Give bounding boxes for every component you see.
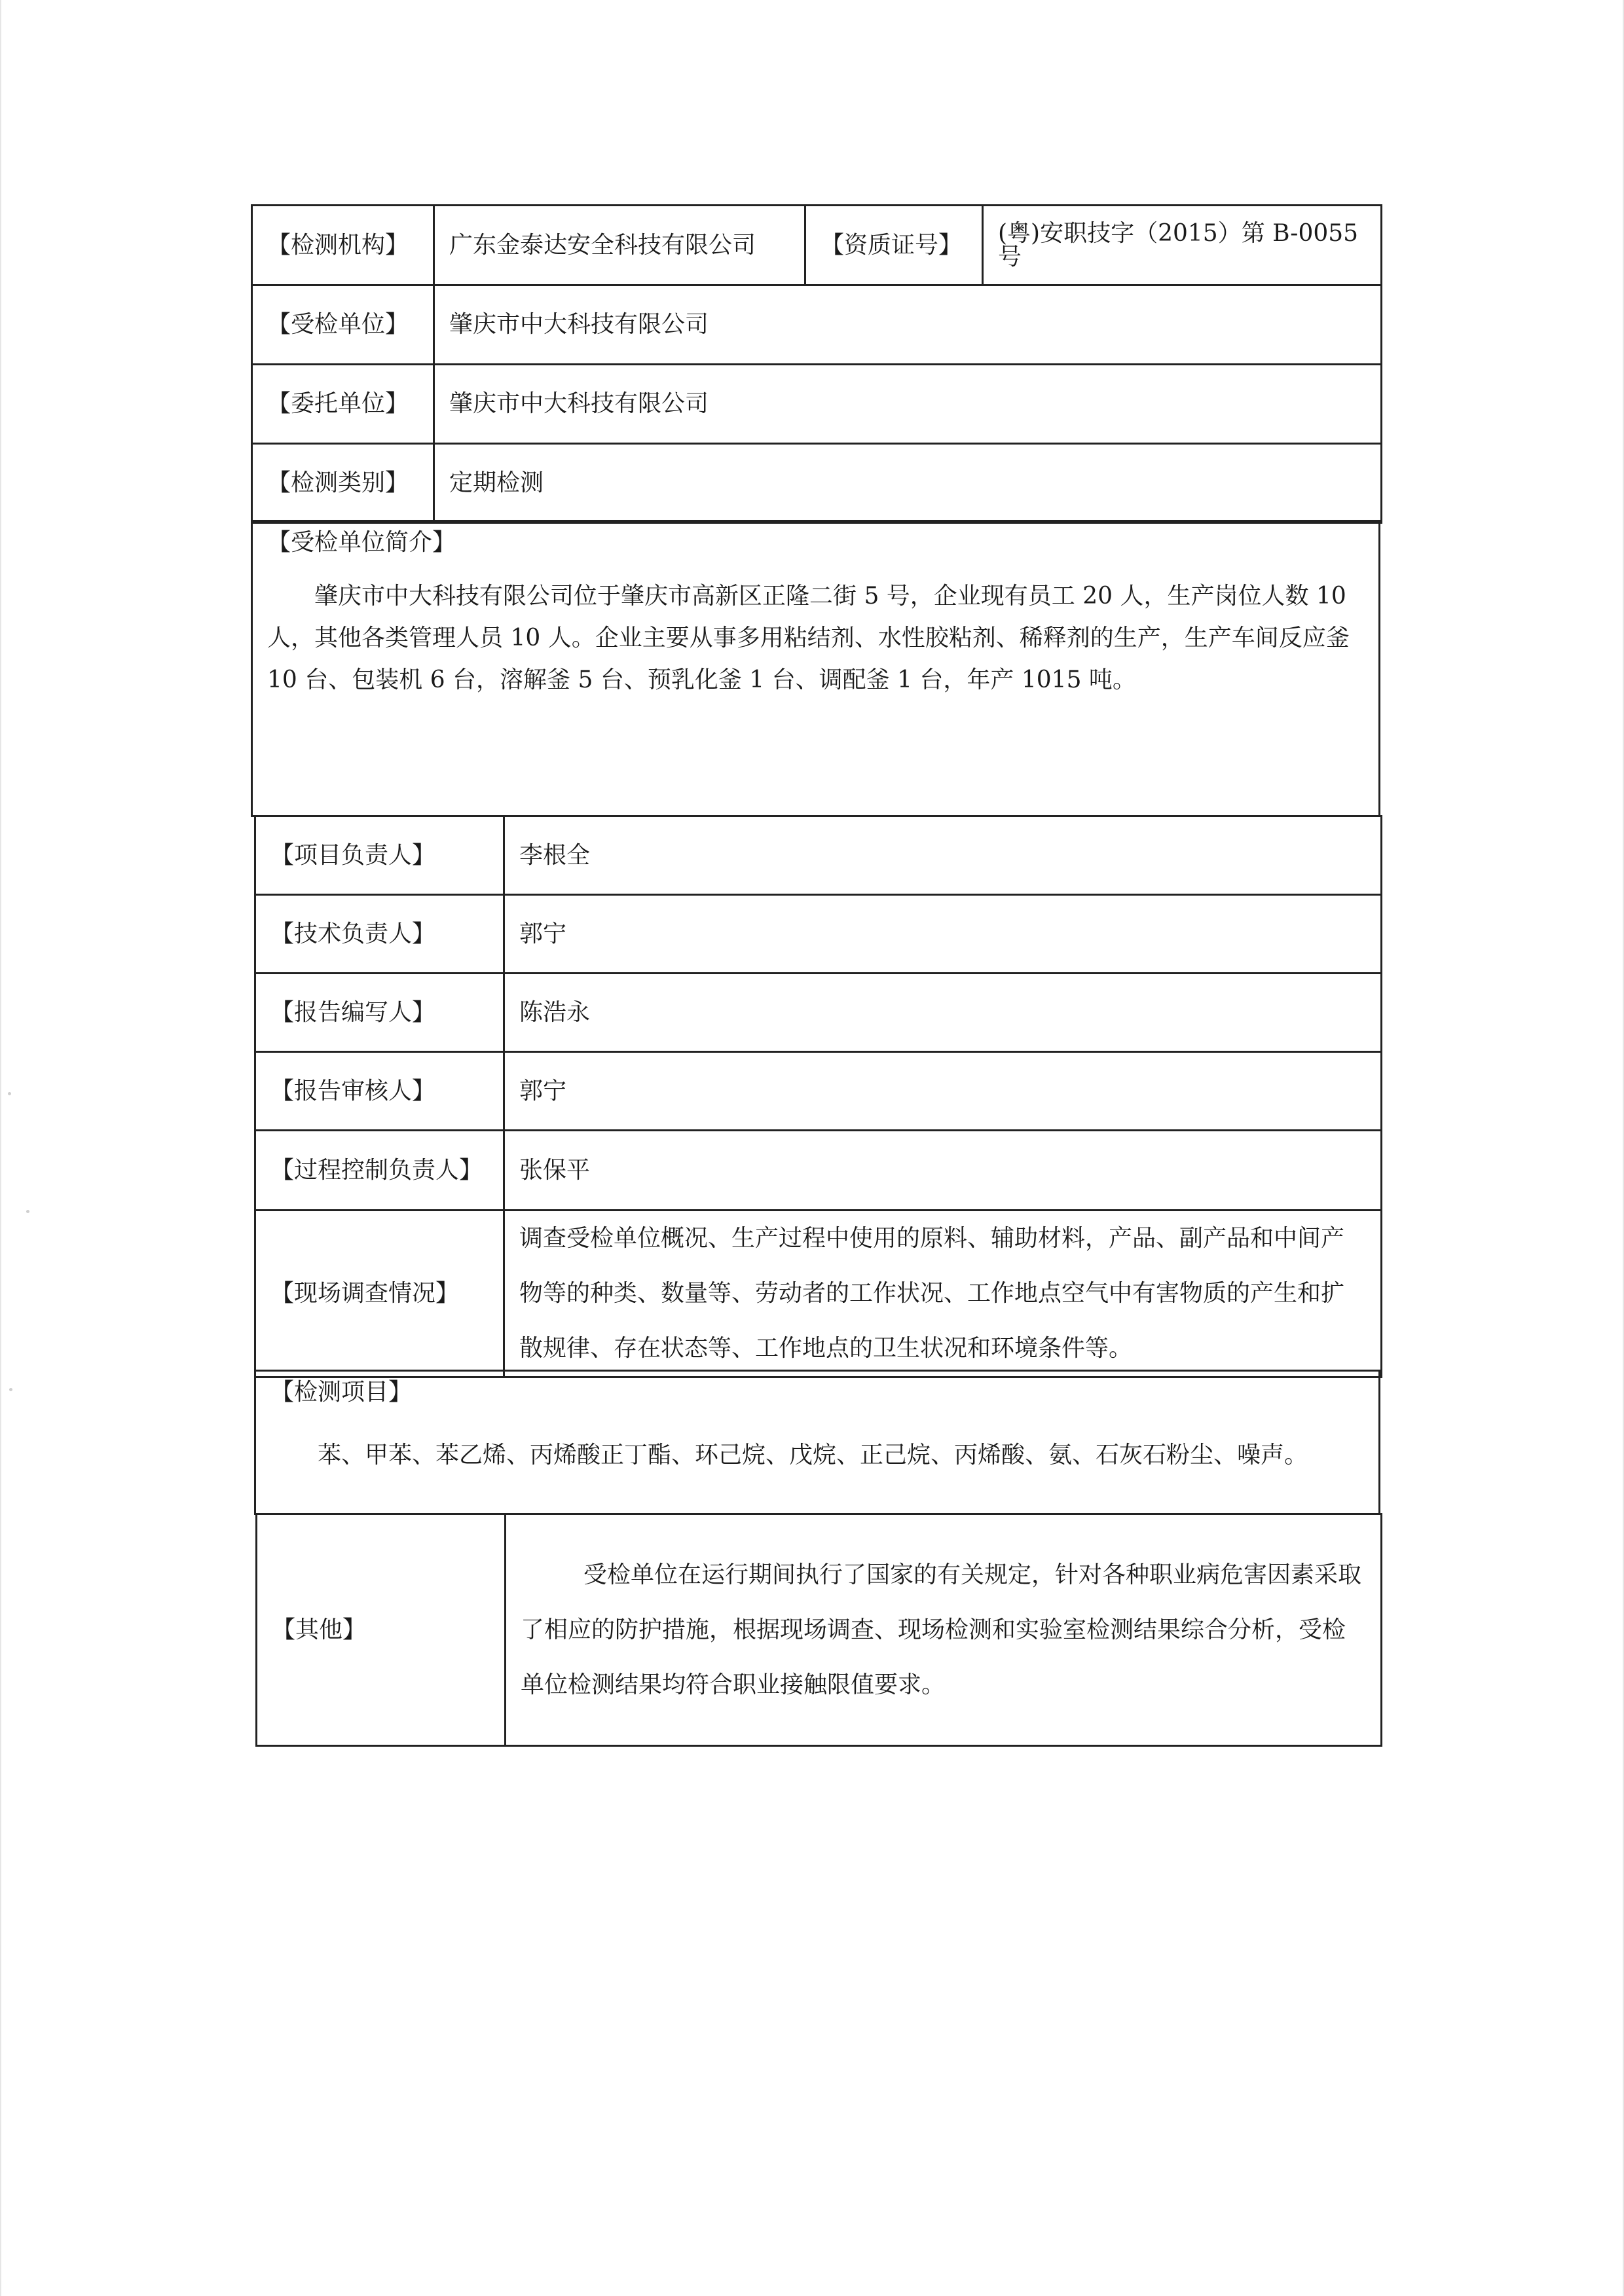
- unit-profile-text: 肇庆市中大科技有限公司位于肇庆市高新区正隆二街 5 号，企业现有员工 20 人，生产岗位人数 10 人，其他各类管理人员 10 人。企业主要从事多用粘结剂、水性胶粘剂、稀释剂的生产，生产车间反应釜 10 台、包装机 6 台，溶解釜 5 台、预乳化釜 1 台、调配釜 1 台，年产 1015 吨。: [267, 583, 1350, 693]
- scan-speck: [9, 1388, 12, 1391]
- scan-speck: [8, 1092, 11, 1095]
- report-reviewer-label: 【报告审核人】: [255, 1052, 504, 1131]
- other-label: 【其他】: [257, 1514, 506, 1746]
- report-reviewer-value: 郭宁: [504, 1052, 1382, 1131]
- unit-profile-heading: 【受检单位简介】: [267, 529, 456, 556]
- entrusting-unit-label: 【委托单位】: [252, 365, 434, 444]
- institution-value: 广东金泰达安全科技有限公司: [434, 206, 805, 285]
- site-survey-value: 调查受检单位概况、生产过程中使用的原料、辅助材料，产品、副产品和中间产物等的种类、数量等、劳动者的工作状况、工作地点空气中有害物质的产生和扩散规律、存在状态等、工作地点的卫生状况和环境条件等。: [504, 1211, 1382, 1377]
- inspection-items-section: [254, 1370, 1380, 1515]
- entrusting-unit-value: 肇庆市中大科技有限公司: [434, 365, 1382, 444]
- project-leader-label: 【项目负责人】: [255, 816, 504, 895]
- certificate-label: 【资质证号】: [805, 206, 983, 285]
- process-controller-value: 张保平: [504, 1131, 1382, 1211]
- inspection-items-text: 苯、甲苯、苯乙烯、丙烯酸正丁酯、环己烷、戊烷、正己烷、丙烯酸、氨、石灰石粉尘、噪声。: [318, 1442, 1308, 1468]
- other-table: [255, 1513, 1380, 1747]
- inspected-unit-label: 【受检单位】: [252, 285, 434, 365]
- certificate-value: (粤)安职技字（2015）第 B-0055 号: [983, 206, 1382, 285]
- process-controller-label: 【过程控制负责人】: [255, 1131, 504, 1211]
- inspection-items-heading: 【检测项目】: [270, 1379, 413, 1406]
- personnel-table: [254, 815, 1380, 1372]
- project-leader-value: 李根全: [504, 816, 1382, 895]
- inspection-type-value: 定期检测: [434, 444, 1382, 523]
- report-writer-label: 【报告编写人】: [255, 974, 504, 1052]
- technical-leader-value: 郭宁: [504, 895, 1382, 974]
- other-value: 受检单位在运行期间执行了国家的有关规定，针对各种职业病危害因素采取了相应的防护措施，根据现场调查、现场检测和实验室检测结果综合分析，受检单位检测结果均符合职业接触限值要求。: [506, 1514, 1382, 1746]
- technical-leader-label: 【技术负责人】: [255, 895, 504, 974]
- site-survey-label: 【现场调查情况】: [255, 1211, 504, 1377]
- inspected-unit-value: 肇庆市中大科技有限公司: [434, 285, 1382, 365]
- info-table: [251, 204, 1380, 522]
- scan-edge-left: [0, 0, 1, 2296]
- inspection-type-label: 【检测类别】: [252, 444, 434, 523]
- report-writer-value: 陈浩永: [504, 974, 1382, 1052]
- institution-label: 【检测机构】: [252, 206, 434, 285]
- unit-profile-section: [251, 520, 1380, 817]
- scan-speck: [26, 1210, 29, 1213]
